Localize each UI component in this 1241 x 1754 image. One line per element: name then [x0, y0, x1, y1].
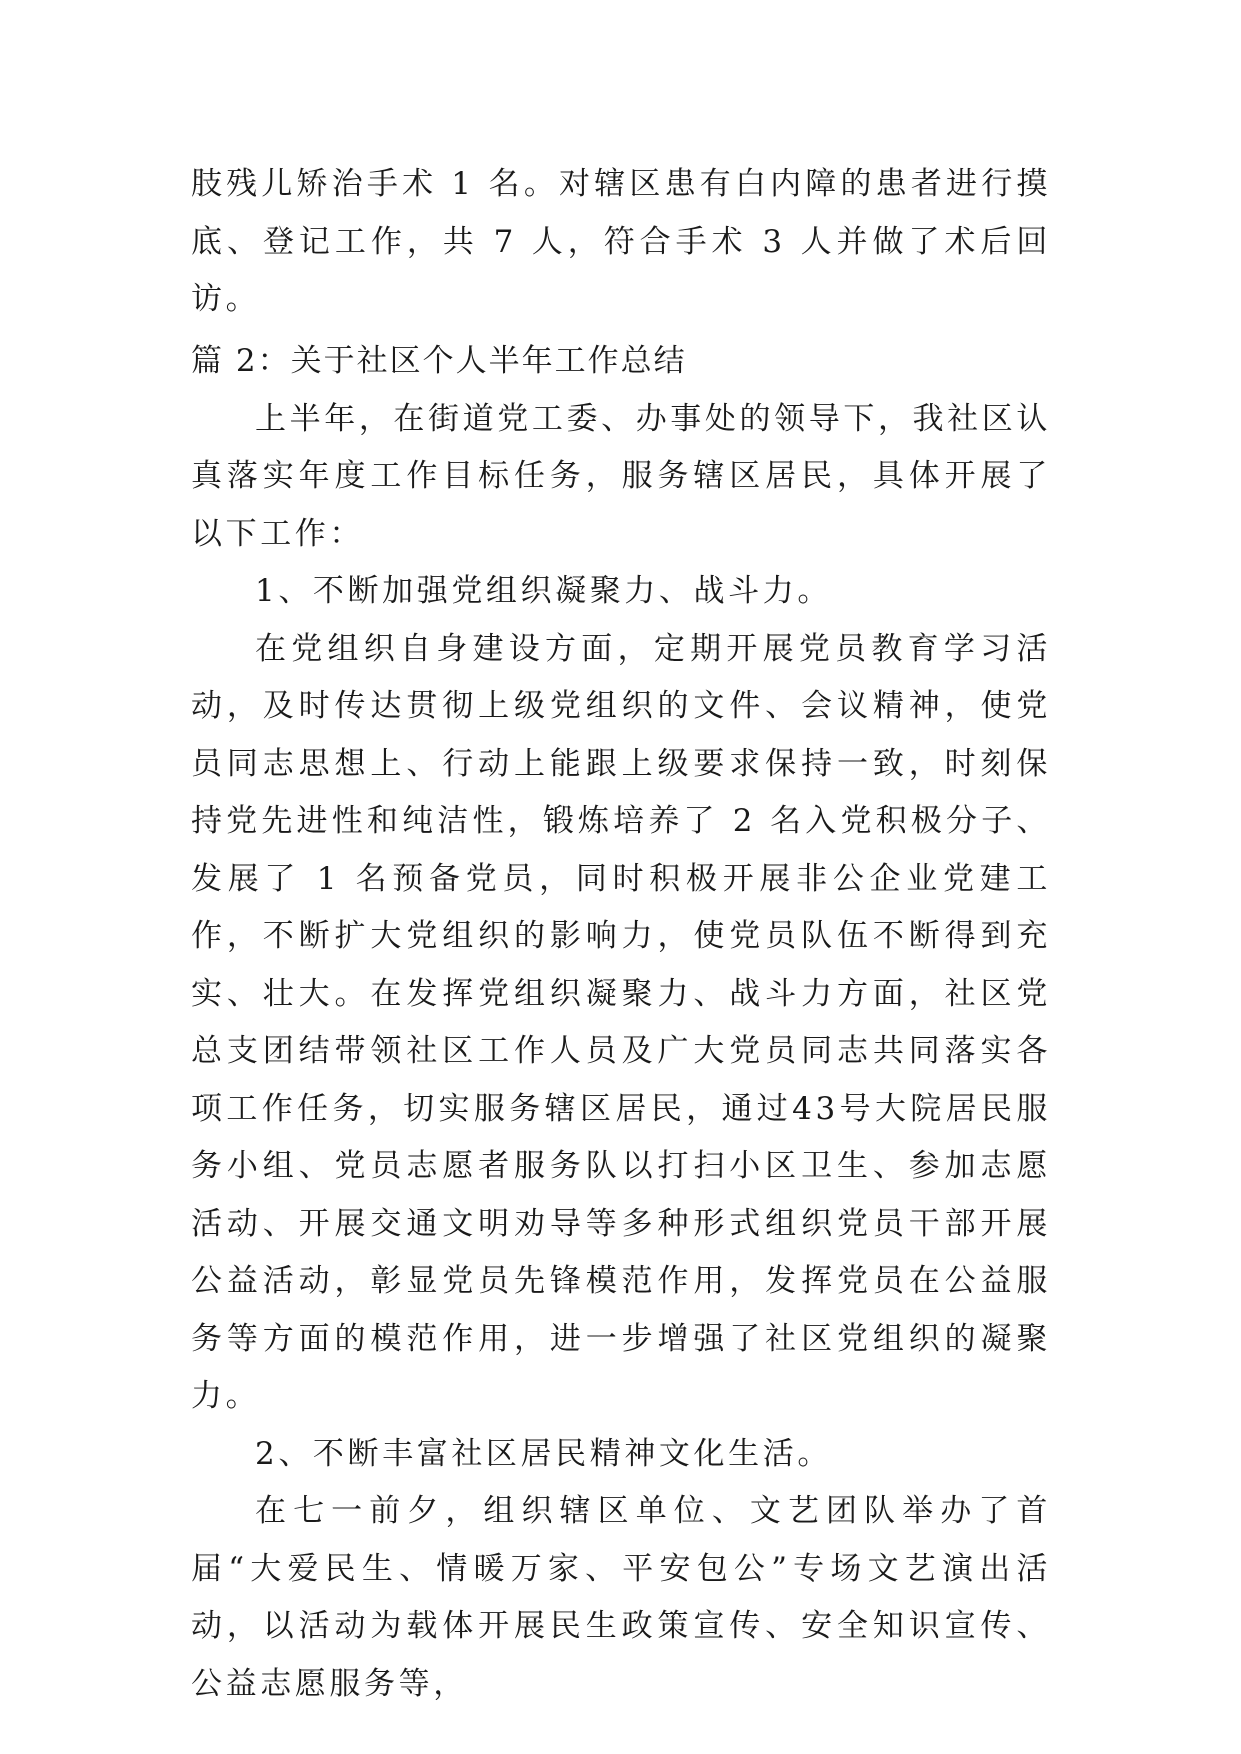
main-section	[191, 333, 1051, 1713]
carryover-paragraph: 肢残儿矫治手术 1 名。对辖区患有白内障的患者进行摸底、登记工作，共 7 人，符合手术 3 人并做了术后回访。	[191, 166, 1051, 317]
carryover-section	[191, 156, 1051, 329]
section-heading: 篇 2：关于社区个人半年工作总结	[191, 343, 687, 379]
item1-title: 1、不断加强党组织凝聚力、战斗力。	[255, 573, 832, 609]
item1-body: 在党组织自身建设方面，定期开展党员教育学习活动，及时传达贯彻上级党组织的文件、会议精神，使党员同志思想上、行动上能跟上级要求保持一致，时刻保持党先进性和纯洁性，锻炼培养了 2 名入党积极分子、发展了 1 名预备党员，同时积极开展非公企业党建工作，不断扩大党组织的影响力，使党员队伍不断得到充实、壮大。在发挥党组织凝聚力、战斗力方面，社区党总支团结带领社区工作人员及广大党员同志共同落实各项工作任务，切实服务辖区居民，通过43号大院居民服务小组、党员志愿者服务队以打扫小区卫生、参加志愿活动、开展交通文明劝导等多种形式组织党员干部开展公益活动，彰显党员先锋模范作用，发挥党员在公益服务等方面的模范作用，进一步增强了社区党组织的凝聚力。	[191, 630, 1051, 1414]
item2-body: 在七一前夕，组织辖区单位、文艺团队举办了首届“大爱民生、情暖万家、平安包公”专场文艺演出活动，以活动为载体开展民生政策宣传、安全知识宣传、公益志愿服务等，	[191, 1493, 1051, 1702]
intro-paragraph: 上半年，在街道党工委、办事处的领导下，我社区认真落实年度工作目标任务，服务辖区居民，具体开展了以下工作：	[191, 400, 1051, 552]
item2-title: 2、不断丰富社区居民精神文化生活。	[255, 1435, 832, 1472]
